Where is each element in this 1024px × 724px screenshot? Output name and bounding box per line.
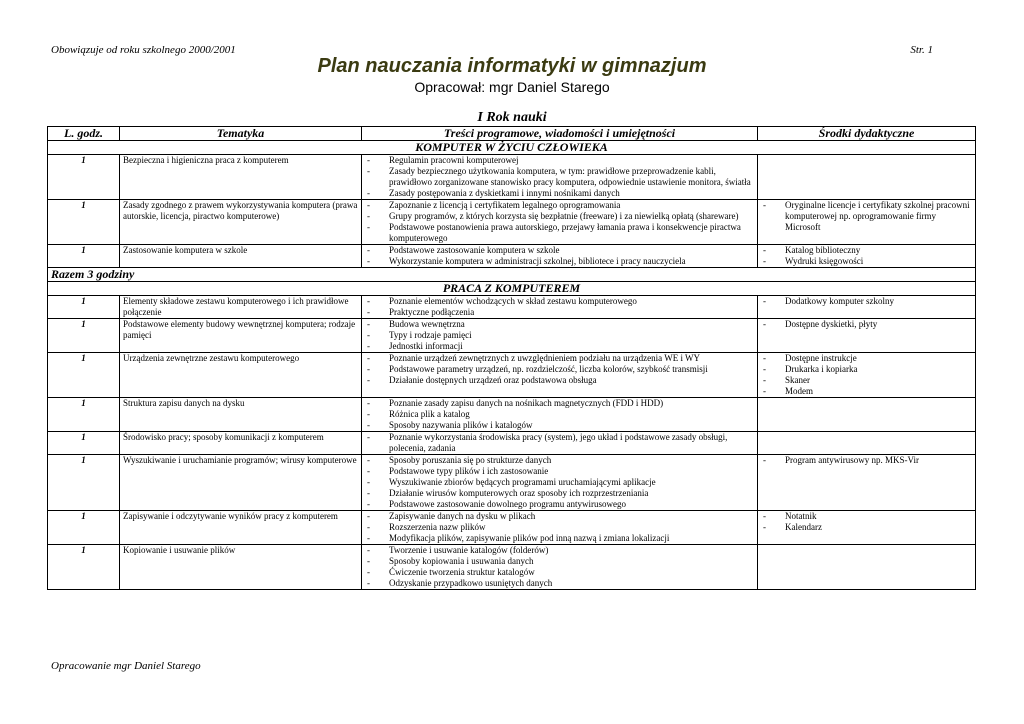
column-header-contents: Treści programowe, wiadomości i umiejętności — [362, 127, 758, 141]
aids-cell — [758, 319, 976, 353]
content-item: - Budowa wewnętrzna — [365, 319, 754, 330]
content-item: - Podstawowe zastosowanie dowolnego programu antywirusowego — [365, 499, 754, 510]
table-row — [48, 353, 976, 398]
table-row — [48, 432, 976, 455]
hours-summary: Razem 3 godziny — [48, 268, 976, 282]
contents-cell — [362, 545, 758, 590]
table-body — [48, 141, 976, 590]
table-row — [48, 511, 976, 545]
table-row — [48, 245, 976, 268]
topic-cell: Bezpieczna i higieniczna praca z komputerem — [120, 155, 362, 200]
content-item: - Zapoznanie z licencją i certyfikatem legalnego oprogramowania — [365, 200, 754, 211]
aid-item: - Notatnik — [761, 511, 972, 522]
aid-item: - Dodatkowy komputer szkolny — [761, 296, 972, 307]
section-row — [48, 282, 976, 296]
contents-cell — [362, 319, 758, 353]
aids-cell — [758, 398, 976, 432]
content-item: - Zasady postępowania z dyskietkami i innymi nośnikami danych — [365, 188, 754, 199]
table-row — [48, 296, 976, 319]
content-item: - Sposoby nazywania plików i katalogów — [365, 420, 754, 431]
table-row — [48, 545, 976, 590]
topic-cell: Środowisko pracy; sposoby komunikacji z komputerem — [120, 432, 362, 455]
validity-note: Obowiązuje od roku szkolnego 2000/2001 — [51, 44, 236, 56]
table-header-row — [48, 127, 976, 141]
content-item: - Odzyskanie przypadkowo usuniętych danych — [365, 578, 754, 589]
aids-cell — [758, 200, 976, 245]
document-title: Plan nauczania informatyki w gimnazjum — [317, 55, 707, 77]
content-item: - Poznanie zasady zapisu danych na nośnikach magnetycznych (FDD i HDD) — [365, 398, 754, 409]
aid-item: - Program antywirusowy np. MKS-Vir — [761, 455, 972, 466]
topic-cell: Elementy składowe zestawu komputerowego i ich prawidłowe połączenie — [120, 296, 362, 319]
aid-item: - Oryginalne licencje i certyfikaty szkolnej pracowni komputerowej np. oprogramowanie firmy Microsoft — [761, 200, 972, 233]
hours-cell: 1 — [48, 200, 120, 245]
content-item: - Zasady bezpiecznego użytkowania komputera, w tym: prawidłowe przeprowadzenie kabli, prawidłowo zorganizowane stanowisko pracy komputera, odpowiednie ustawienie monitora, światła — [365, 166, 754, 188]
table-row — [48, 398, 976, 432]
footer-note: Opracowanie mgr Daniel Starego — [51, 660, 201, 672]
curriculum-table — [47, 126, 976, 590]
section-row — [48, 141, 976, 155]
contents-cell — [362, 155, 758, 200]
table-row — [48, 200, 976, 245]
content-item: - Sposoby kopiowania i usuwania danych — [365, 556, 754, 567]
hours-cell: 1 — [48, 319, 120, 353]
hours-cell: 1 — [48, 353, 120, 398]
table-row — [48, 455, 976, 511]
aids-cell — [758, 155, 976, 200]
hours-cell: 1 — [48, 296, 120, 319]
contents-cell — [362, 353, 758, 398]
content-item: - Poznanie urządzeń zewnętrznych z uwzględnieniem podziału na urządzenia WE i WY — [365, 353, 754, 364]
contents-cell — [362, 511, 758, 545]
content-item: - Grupy programów, z których korzysta się bezpłatnie (freeware) i za niewielką opłatą (shareware) — [365, 211, 754, 222]
content-item: - Poznanie wykorzystania środowiska pracy (system), jego układ i podstawowe zasady obsługi, polecenia, zadania — [365, 432, 754, 454]
topic-cell: Podstawowe elementy budowy wewnętrznej komputera; rodzaje pamięci — [120, 319, 362, 353]
topic-cell: Zapisywanie i odczytywanie wyników pracy z komputerem — [120, 511, 362, 545]
content-item: - Podstawowe zastosowanie komputera w szkole — [365, 245, 754, 256]
aid-item: - Dostępne dyskietki, płyty — [761, 319, 972, 330]
aids-cell — [758, 545, 976, 590]
content-item: - Działanie wirusów komputerowych oraz sposoby ich rozprzestrzeniania — [365, 488, 754, 499]
column-header-hours: L. godz. — [48, 127, 120, 141]
aid-item: - Katalog biblioteczny — [761, 245, 972, 256]
section-title: PRACA Z KOMPUTEREM — [48, 282, 976, 296]
contents-cell — [362, 200, 758, 245]
aid-item: - Skaner — [761, 375, 972, 386]
content-item: - Wyszukiwanie zbiorów będących programami uruchamiającymi aplikacje — [365, 477, 754, 488]
aids-cell — [758, 432, 976, 455]
section-title: KOMPUTER W ŻYCIU CZŁOWIEKA — [48, 141, 976, 155]
content-item: - Zapisywanie danych na dysku w plikach — [365, 511, 754, 522]
content-item: - Tworzenie i usuwanie katalogów (folderów) — [365, 545, 754, 556]
content-item: - Działanie dostępnych urządzeń oraz podstawowa obsługa — [365, 375, 754, 386]
document-author: Opracował: mgr Daniel Starego — [414, 79, 610, 95]
contents-cell — [362, 296, 758, 319]
topic-cell: Struktura zapisu danych na dysku — [120, 398, 362, 432]
aids-cell — [758, 245, 976, 268]
contents-cell — [362, 455, 758, 511]
table-row — [48, 155, 976, 200]
year-heading: I Rok nauki — [477, 110, 547, 125]
hours-cell: 1 — [48, 398, 120, 432]
topic-cell: Kopiowanie i usuwanie plików — [120, 545, 362, 590]
content-item: - Poznanie elementów wchodzących w skład zestawu komputerowego — [365, 296, 754, 307]
topic-cell: Zasady zgodnego z prawem wykorzystywania komputera (prawa autorskie, licencja, piractwo komputerowe) — [120, 200, 362, 245]
content-item: - Typy i rodzaje pamięci — [365, 330, 754, 341]
column-header-aids: Środki dydaktyczne — [758, 127, 976, 141]
content-item: - Praktyczne podłączenia — [365, 307, 754, 318]
aid-item: - Drukarka i kopiarka — [761, 364, 972, 375]
topic-cell: Zastosowanie komputera w szkole — [120, 245, 362, 268]
aid-item: - Dostępne instrukcje — [761, 353, 972, 364]
content-item: - Sposoby poruszania się po strukturze danych — [365, 455, 754, 466]
content-item: - Rozszerzenia nazw plików — [365, 522, 754, 533]
content-item: - Jednostki informacji — [365, 341, 754, 352]
hours-cell: 1 — [48, 432, 120, 455]
contents-cell — [362, 245, 758, 268]
content-item: - Podstawowe typy plików i ich zastosowanie — [365, 466, 754, 477]
topic-cell: Urządzenia zewnętrzne zestawu komputerowego — [120, 353, 362, 398]
content-item: - Podstawowe parametry urządzeń, np. rozdzielczość, liczba kolorów, szybkość transmisji — [365, 364, 754, 375]
aids-cell — [758, 455, 976, 511]
aid-item: - Kalendarz — [761, 522, 972, 533]
topic-cell: Wyszukiwanie i uruchamianie programów; wirusy komputerowe — [120, 455, 362, 511]
content-item: - Wykorzystanie komputera w administracji szkolnej, bibliotece i pracy nauczyciela — [365, 256, 754, 267]
aid-item: - Wydruki księgowości — [761, 256, 972, 267]
hours-cell: 1 — [48, 511, 120, 545]
table-row — [48, 319, 976, 353]
contents-cell — [362, 398, 758, 432]
content-item: - Modyfikacja plików, zapisywanie plików pod inną nazwą i zmiana lokalizacji — [365, 533, 754, 544]
summary-row — [48, 268, 976, 282]
hours-cell: 1 — [48, 545, 120, 590]
page-number: Str. 1 — [910, 44, 933, 56]
aids-cell — [758, 296, 976, 319]
hours-cell: 1 — [48, 155, 120, 200]
content-item: - Podstawowe postanowienia prawa autorskiego, przejawy łamania prawa i konsekwencje piractwa komputerowego — [365, 222, 754, 244]
aids-cell — [758, 353, 976, 398]
column-header-topic: Tematyka — [120, 127, 362, 141]
hours-cell: 1 — [48, 245, 120, 268]
contents-cell — [362, 432, 758, 455]
aid-item: - Modem — [761, 386, 972, 397]
aids-cell — [758, 511, 976, 545]
content-item: - Regulamin pracowni komputerowej — [365, 155, 754, 166]
content-item: - Ćwiczenie tworzenia struktur katalogów — [365, 567, 754, 578]
content-item: - Różnica plik a katalog — [365, 409, 754, 420]
hours-cell: 1 — [48, 455, 120, 511]
